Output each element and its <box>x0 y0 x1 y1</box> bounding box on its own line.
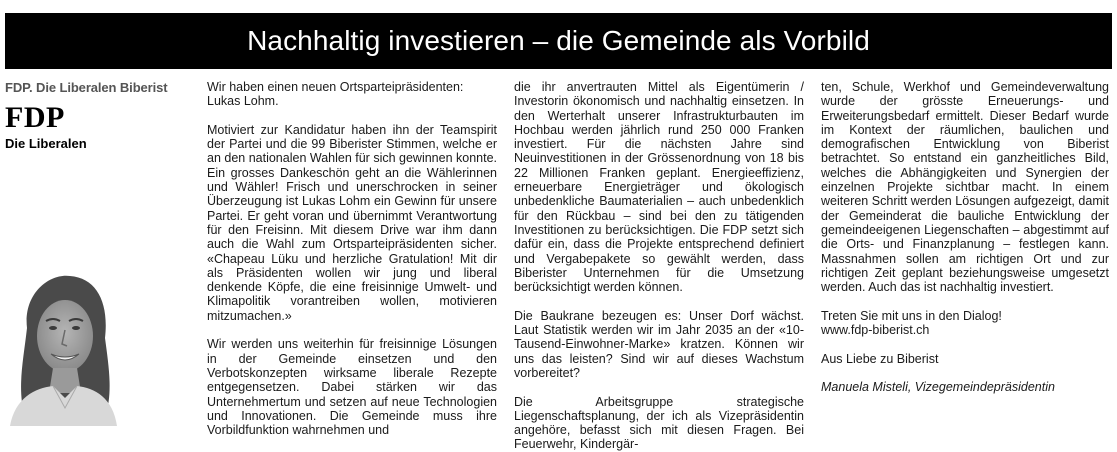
fdp-logo: FDP <box>5 101 65 134</box>
sidebar <box>5 80 200 426</box>
closing-line: Aus Liebe zu Biberist <box>821 351 939 366</box>
paragraph: Die Baukrane bezeugen es: Unser Dorf wächst. Laut Statistik werden wir im Jahr 2035 an der «10-Tausend-Einwohner-Marke» kratzen. Können wir uns das leisten? Sind wir auf dieses Wachstum vorbereitet? <box>514 308 804 380</box>
article-column-2 <box>514 80 804 452</box>
fdp-logo-subtitle: Die Liberalen <box>5 136 87 151</box>
paragraph: Motiviert zur Kandidatur haben ihn der Teamspirit der Partei und die 99 Biberister Stimmen, welche er an den nationalen Wahlen für sich gewinnen konnte. Ein grosses Dankeschön geht an die Wählerinnen und Wähler! Frisch und unerschrocken in seiner Überzeugung ist Lukas Lohm ein Gewinn für unsere Partei. Er geht voran und übernimmt Verantwortung für den Freisinn. Mit diesem Drive war ihm dann auch die Wahl zum Ortsparteipräsidenten sicher. «Chapeau Lüku und herzliche Gratulation! Mit dir als Präsidenten wollen wir jung und liberal denkende Köpfe, die eine freisinnige Umwelt- und Klimapolitik vorantreiben wollen, motivieren mitzumachen.» <box>207 122 498 323</box>
headline-banner <box>5 13 1112 69</box>
paragraph: Die Arbeitsgruppe strategische Liegenschaftsplanung, der ich als Vizepräsidentin angehöre, befasst sich mit diesen Fragen. Bei Feuerwehr, Kindergär- <box>514 394 804 452</box>
paragraph: Wir haben einen neuen Ortsparteipräsidenten: Lukas Lohm. <box>207 80 464 109</box>
website-link[interactable]: www.fdp-biberist.ch <box>821 323 930 338</box>
article-column-1 <box>207 80 498 438</box>
author-signature: Manuela Misteli, Vizegemeindepräsidentin <box>821 380 1055 395</box>
call-to-action: Treten Sie mit uns in den Dialog! <box>821 308 1002 323</box>
article-column-3 <box>821 80 1109 426</box>
paragraph: Wir werden uns weiterhin für freisinnige Lösungen in der Gemeinde einsetzen und den Verbotskonzepten wirksame liberale Rezepte entgegensetzen. Dabei stärken wir das Unternehmertum und setzen auf neue Technologien und Innovationen. Die Gemeinde muss ihre Vorbildfunktion wahrnehmen und <box>207 337 497 438</box>
portrait-photo-icon <box>5 268 120 426</box>
author-portrait <box>5 268 120 426</box>
paragraph: die ihr anvertrauten Mittel als Eigentümerin / Investorin ökonomisch und nachhaltig einsetzen. In den Werterhalt unserer Infrastrukturbauten im Hochbau werden jährlich rund 250 000 Franken investiert. Für die nächsten Jahre sind Neuinvestitionen in der Grössenordnung von 18 bis 22 Millionen Franken geplant. Energieeffizienz, erneuerbare Energieträger und ökologisch unbedenkliche Baumaterialien – auch unbedenklich für den Rückbau – sind bei den zu tätigenden Investitionen zu berücksichtigen. Die FDP setzt sich dafür ein, dass die Projekte entsprechend definiert und Vergabepakete so gewählt werden, dass Biberister Unternehmen für die Umsetzung berücksichtigt werden können. <box>514 80 804 295</box>
paragraph: ten, Schule, Werkhof und Gemeindeverwaltung wurde der grösste Erneuerungs- und Erweiterungsbedarf ermittelt. Dieser Bedarf wurde im Kontext der räumlichen, baulichen und demografischen Entwicklung von Biberist betrachtet. So entstand ein ganzheitliches Bild, welches die Abhängigkeiten und Synergien der einzelnen Projekte sichtbar macht. In einem weiteren Schritt werden Lösungen aufgezeigt, damit der Gemeinderat die bauliche Entwicklung der gemeindeeigenen Liegenschaften – abgestimmt auf die Orts- und Finanzplanung – festlegen kann. Massnahmen sollen am richtigen Ort und zur richtigen Zeit geplant beziehungsweise umgesetzt werden. Auch das ist nachhaltig investiert. <box>821 80 1109 295</box>
headline: Nachhaltig investieren – die Gemeinde als Vorbild <box>247 25 870 56</box>
party-label: FDP. Die Liberalen Biberist <box>5 80 168 95</box>
